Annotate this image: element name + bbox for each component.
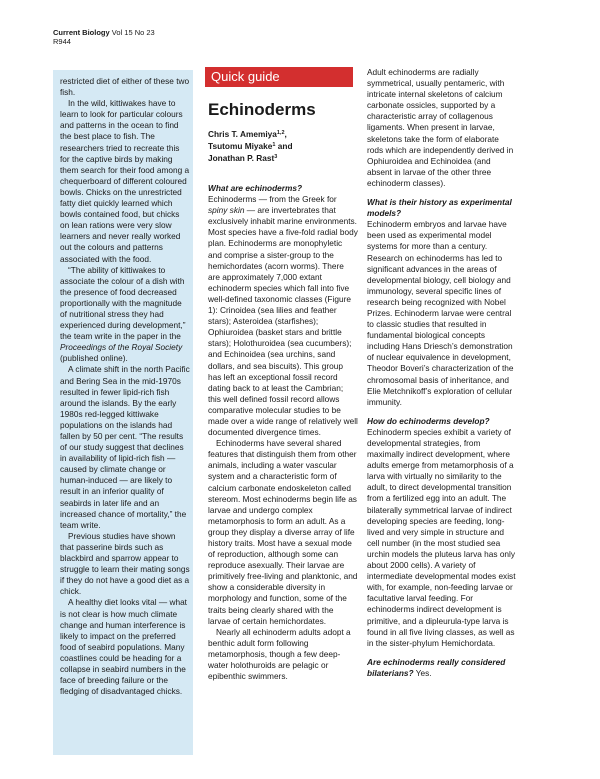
journal-reference: Proceedings of the Royal Society — [60, 342, 183, 353]
sidebar-paragraph: restricted diet of either of these two fish. — [60, 76, 190, 98]
article-title: Echinoderms — [208, 100, 316, 119]
section-heading: How do echinoderms develop? — [367, 415, 490, 426]
body-paragraph: Adult echinoderms are radially symmetrical, usually pentameric, with intricate internal skeletons of calcium carbonate ossicles, supported by a characteristic array of collagenous ligaments. When present in larvae, skeletons take the form of elaborate rods which are independently derived in Ophiuroidea and Echinoidea (and absent in larvae of the other three echinoderm classes). — [367, 67, 514, 188]
section-heading: What is their history as experimental models? — [367, 197, 512, 219]
journal-volume: Vol 15 No 23 — [111, 28, 155, 37]
quick-guide-banner: Quick guide — [205, 67, 353, 87]
sidebar-paragraph: A healthy diet looks vital — what is not clear is how much climate change and human interference is likely to impact on the preferred food of seabird populations. Many coastlines could be heading for a collapse in seabird numbers in the face of breeding failure or the fledging of disadvantaged chicks. — [60, 597, 187, 697]
body-paragraph: Echinoderm embryos and larvae have been used as experimental model systems for more than a century. Research on echinoderms has led to significant advances in the areas of developmental biology, cell biology and immunology, several specific lines of research being recognized with Nobel Prizes. Echinoderm larvae were central to classic studies that resulted in fundamental biological concepts including Hans Driesch’s demonstration of nuclear equivalence in development, Theodor Boveri’s characterization of the chromosomal basis of inheritance, and Elie Metchnikoff’s exploration of cellular immunity. — [367, 219, 514, 407]
journal-name: Current Biology — [53, 28, 110, 37]
sidebar-paragraph: A climate shift in the north Pacific and Bering Sea in the mid-1970s resulted in fewer lipid-rich fish around the islands. By the early 1980s red-legged kittiwake populations on the islands had fallen by 50 per cent. “The results of our study suggest that declines in availability of lipid-rich fish — caused by climate change or human-induced — are likely to result in an inferior quality of seabirds in later life and an increased chance of mortality,” the team write. — [60, 364, 190, 530]
sidebar-text — [60, 76, 190, 697]
sidebar-paragraph: In the wild, kittiwakes have to learn to look for particular colours and patterns in the ocean to find the best place to fish. The researchers tried to recreate this for the captive birds by making them search for their food among a chequerboard of different coloured bowls. Chicks on the unrestricted fatty diet quickly learned which bowls contained food, but chicks on lean rations were very slow learners and never really worked out the colours and patterns associated with the food. — [60, 98, 190, 264]
text-column-right — [367, 67, 517, 679]
body-paragraph: Nearly all echinoderm adults adopt a benthic adult form following metamorphosis, though a few deep-water holothuroids are pelagic or epibenthic swimmers. — [208, 626, 351, 682]
body-paragraph: Echinoderm species exhibit a variety of developmental strategies, from maximally indirect development, where adults emerge from metamorphosis of a larva with virtually no similarity to the adult, to direct developmental transition from a fertilized egg into an adult. The bilaterally symmetrical larvae of indirect developing species are feeding, long-lived and very simple in structure and cell number (in the most studied sea urchin models the pluteus larva has only about 2000 cells). A variety of intermediate developmental modes exist with, for example, non-feeding larvae or facultative larval feeding. For echinoderms indirect development is primitive, and a dipleurula-type larva is found in all five living classes, as well as in the sister-phylum Hemichordata. — [367, 426, 516, 648]
page-number: R944 — [53, 37, 71, 46]
section-heading: Are echinoderms really considered bilaterians? Yes. — [367, 656, 506, 678]
body-paragraph: Echinoderms have several shared features that distinguish them from other animals, including a water vascular system and a characteristic form of calcium carbonate endoskeleton called stereom. Most echinoderms begin life as larvae and undergo complex metamorphosis to form an adult. As a group they display a diverse array of life history traits. Most have a sexual mode of reproduction, although some can reproduce asexually. Their larvae are primitively free-living and planktonic, and show a considerable diversity in morphology and function, some of the traits being clearly shared with the larvae of certain hemichordates. — [208, 438, 358, 626]
sidebar-paragraph: Previous studies have shown that passerine birds such as blackbird and sparrow appear to struggle to learn their mating songs if they do not have a good diet as a chick. — [60, 530, 190, 597]
sidebar-paragraph: “The ability of kittiwakes to associate the colour of a dish with the presence of food decreased proportionally with the magnitude of nutritional stress they had experienced during development,” the team write in the paper in the Proceedings of the Royal Society (published online). — [60, 264, 186, 364]
section-heading: What are echinoderms? — [208, 183, 303, 193]
body-paragraph: Echinoderms — from the Greek for spiny skin — are invertebrates that exclusively inhabit marine environments. Most species have a five-fold radial body plan. Echinoderms are monophyletic and comprise a sister-group to the hemichordates (acorn worms). There are approximately 7,000 extant echinoderm species which fall into five well-defined taxonomic classes (Figure 1): Crinoidea (sea lilies and feather stars); Asteroidea (starfishes); Ophiuroidea (basket stars and brittle stars); Holothuroidea (sea cucumbers); and Echinoidea (sea urchins, sand dollars, and sea biscuits). This group has left an exceptional fossil record dating back to at least the Cambrian; this well defined fossil record allows comparative molecular studies to be made over a wide range of relatively well documented divergence times. — [208, 194, 358, 438]
text-column-middle — [208, 183, 358, 682]
author-list: Chris T. Amemiya$^{1,2}$, Tsutomu Miyake$^1$ and Jonathan P. Rast$^3$ — [208, 129, 293, 164]
running-header — [53, 28, 155, 46]
